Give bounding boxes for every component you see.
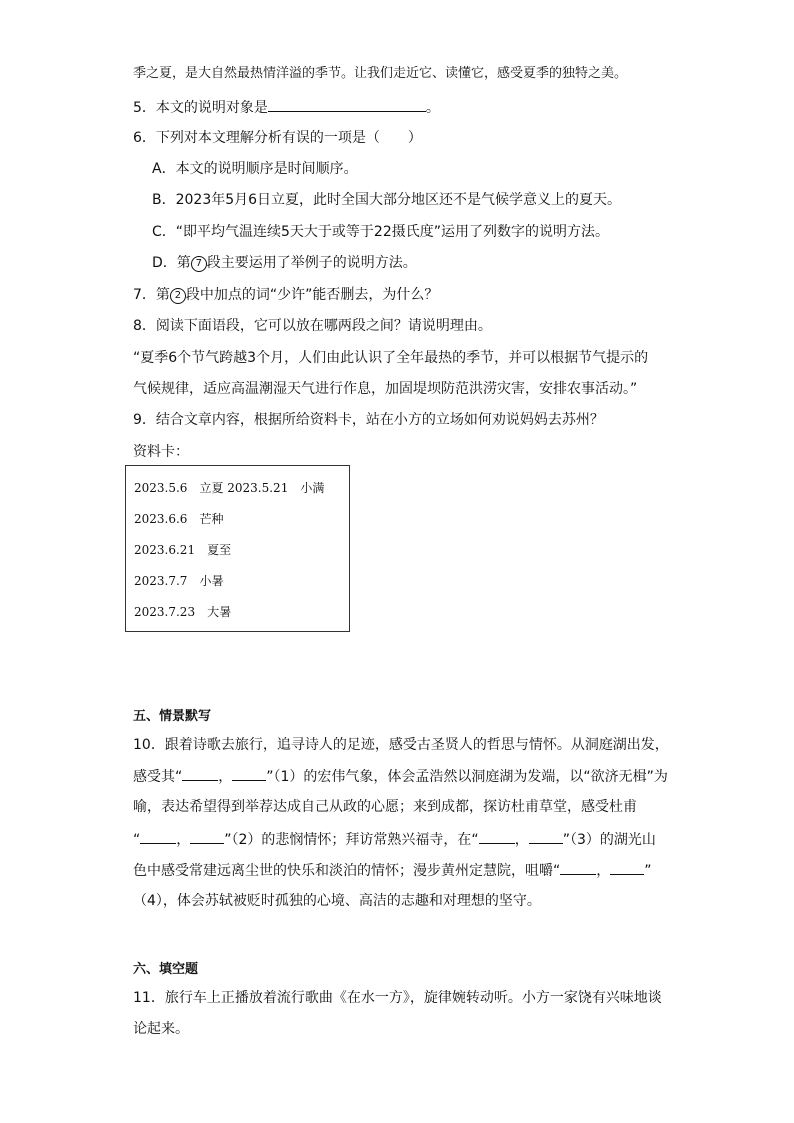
answer-blank[interactable] xyxy=(232,766,266,781)
card-row: 2023.6.6 芒种 xyxy=(134,512,224,526)
option-b[interactable]: B．2023年5月6日立夏，此时全国大部分地区还不是气候学意义上的夏天。 xyxy=(152,192,622,208)
q5-end: 。 xyxy=(425,100,440,116)
q5-text: 5．本文的说明对象是 xyxy=(133,100,268,116)
q11-line-1: 11．旅行车上正播放着流行歌曲《在水一方》，旋律婉转动听。小方一家饶有兴味地谈 xyxy=(133,990,662,1006)
card-row: 2023.5.6 立夏 2023.5.21 小满 xyxy=(134,481,325,495)
text-fragment: ， xyxy=(514,832,529,848)
q10-line-6: （4），体会苏轼被贬时孤独的心境、高洁的志趣和对理想的坚守。 xyxy=(133,893,541,909)
question-6-stem: 6．下列对本文理解分析有误的一项是（ ） xyxy=(133,130,422,146)
q10-line-4 xyxy=(133,829,656,850)
text-fragment: ”（2）的悲悯情怀；拜访常熟兴福寺，在“ xyxy=(224,832,479,848)
card-row: 2023.7.7 小暑 xyxy=(134,574,224,588)
q10-line-5 xyxy=(133,860,652,881)
paragraph-number-badge: 2 xyxy=(170,288,186,304)
question-7 xyxy=(133,285,438,305)
card-label: 资料卡： xyxy=(133,444,189,460)
q7-post: 段中加点的词“少许”能否删去，为什么？ xyxy=(185,287,439,303)
text-fragment: ， xyxy=(218,769,233,785)
answer-blank[interactable] xyxy=(190,829,224,844)
q10-line-1: 10．跟着诗歌去旅行，追寻诗人的足迹，感受古圣贤人的哲思与情怀。从洞庭湖出发， xyxy=(133,737,669,753)
option-d-post: 段主要运用了举例子的说明方法。 xyxy=(206,255,417,271)
text-fragment: ”（3）的湖光山 xyxy=(562,832,656,848)
q7-pre: 7．第 xyxy=(133,287,170,303)
text-fragment: 色中感受常建远离尘世的快乐和淡泊的情怀；漫步黄州定慧院，咀嚼“ xyxy=(133,863,561,879)
answer-blank[interactable] xyxy=(529,829,563,844)
text-fragment: “ xyxy=(133,832,141,848)
text-fragment: 感受其“ xyxy=(133,769,183,785)
option-d[interactable] xyxy=(152,253,417,273)
text-fragment: ”（1）的宏伟气象，体会孟浩然以洞庭湖为发端，以“欲济无楫”为 xyxy=(266,769,668,785)
paragraph-number-badge: 7 xyxy=(191,256,207,272)
card-row: 2023.6.21 夏至 xyxy=(134,543,232,557)
option-a[interactable]: A．本文的说明顺序是时间顺序。 xyxy=(152,161,358,177)
text-fragment: ， xyxy=(176,832,191,848)
intro-line: 季之夏，是大自然最热情洋溢的季节。让我们走近它、读懂它，感受夏季的独特之美。 xyxy=(133,66,628,81)
q11-line-2: 论起来。 xyxy=(133,1021,189,1037)
question-5 xyxy=(133,97,440,118)
data-card xyxy=(125,465,350,632)
answer-blank[interactable] xyxy=(268,97,426,112)
section-6-title: 六、填空题 xyxy=(133,962,199,977)
q8-quote-line-1: “夏季6个节气跨越3个月，人们由此认识了全年最热的季节，并可以根据节气提示的 xyxy=(133,350,649,366)
text-fragment: ” xyxy=(644,863,652,879)
q10-line-3: 喻，表达希望得到举荐达成自己从政的心愿；来到成都，探访杜甫草堂，感受杜甫 xyxy=(133,799,637,815)
answer-blank[interactable] xyxy=(182,766,218,781)
section-5-title: 五、情景默写 xyxy=(133,709,212,724)
answer-blank[interactable] xyxy=(610,860,644,875)
answer-blank[interactable] xyxy=(560,860,596,875)
question-9-stem: 9．结合文章内容，根据所给资料卡，站在小方的立场如何劝说妈妈去苏州？ xyxy=(133,412,604,428)
card-row: 2023.7.23 大暑 xyxy=(134,605,232,619)
answer-blank[interactable] xyxy=(479,829,515,844)
option-c[interactable]: C．“即平均气温连续5天大于或等于22摄氏度”运用了列数字的说明方法。 xyxy=(152,224,610,240)
answer-blank[interactable] xyxy=(140,829,176,844)
text-fragment: ， xyxy=(596,863,611,879)
question-8-stem: 8．阅读下面语段，它可以放在哪两段之间？请说明理由。 xyxy=(133,318,492,334)
option-d-pre: D．第 xyxy=(152,255,191,271)
q10-line-2 xyxy=(133,766,668,787)
q8-quote-line-2: 气候规律，适应高温潮湿天气进行作息，加固堤坝防范洪涝灾害，安排农事活动。” xyxy=(133,381,638,397)
